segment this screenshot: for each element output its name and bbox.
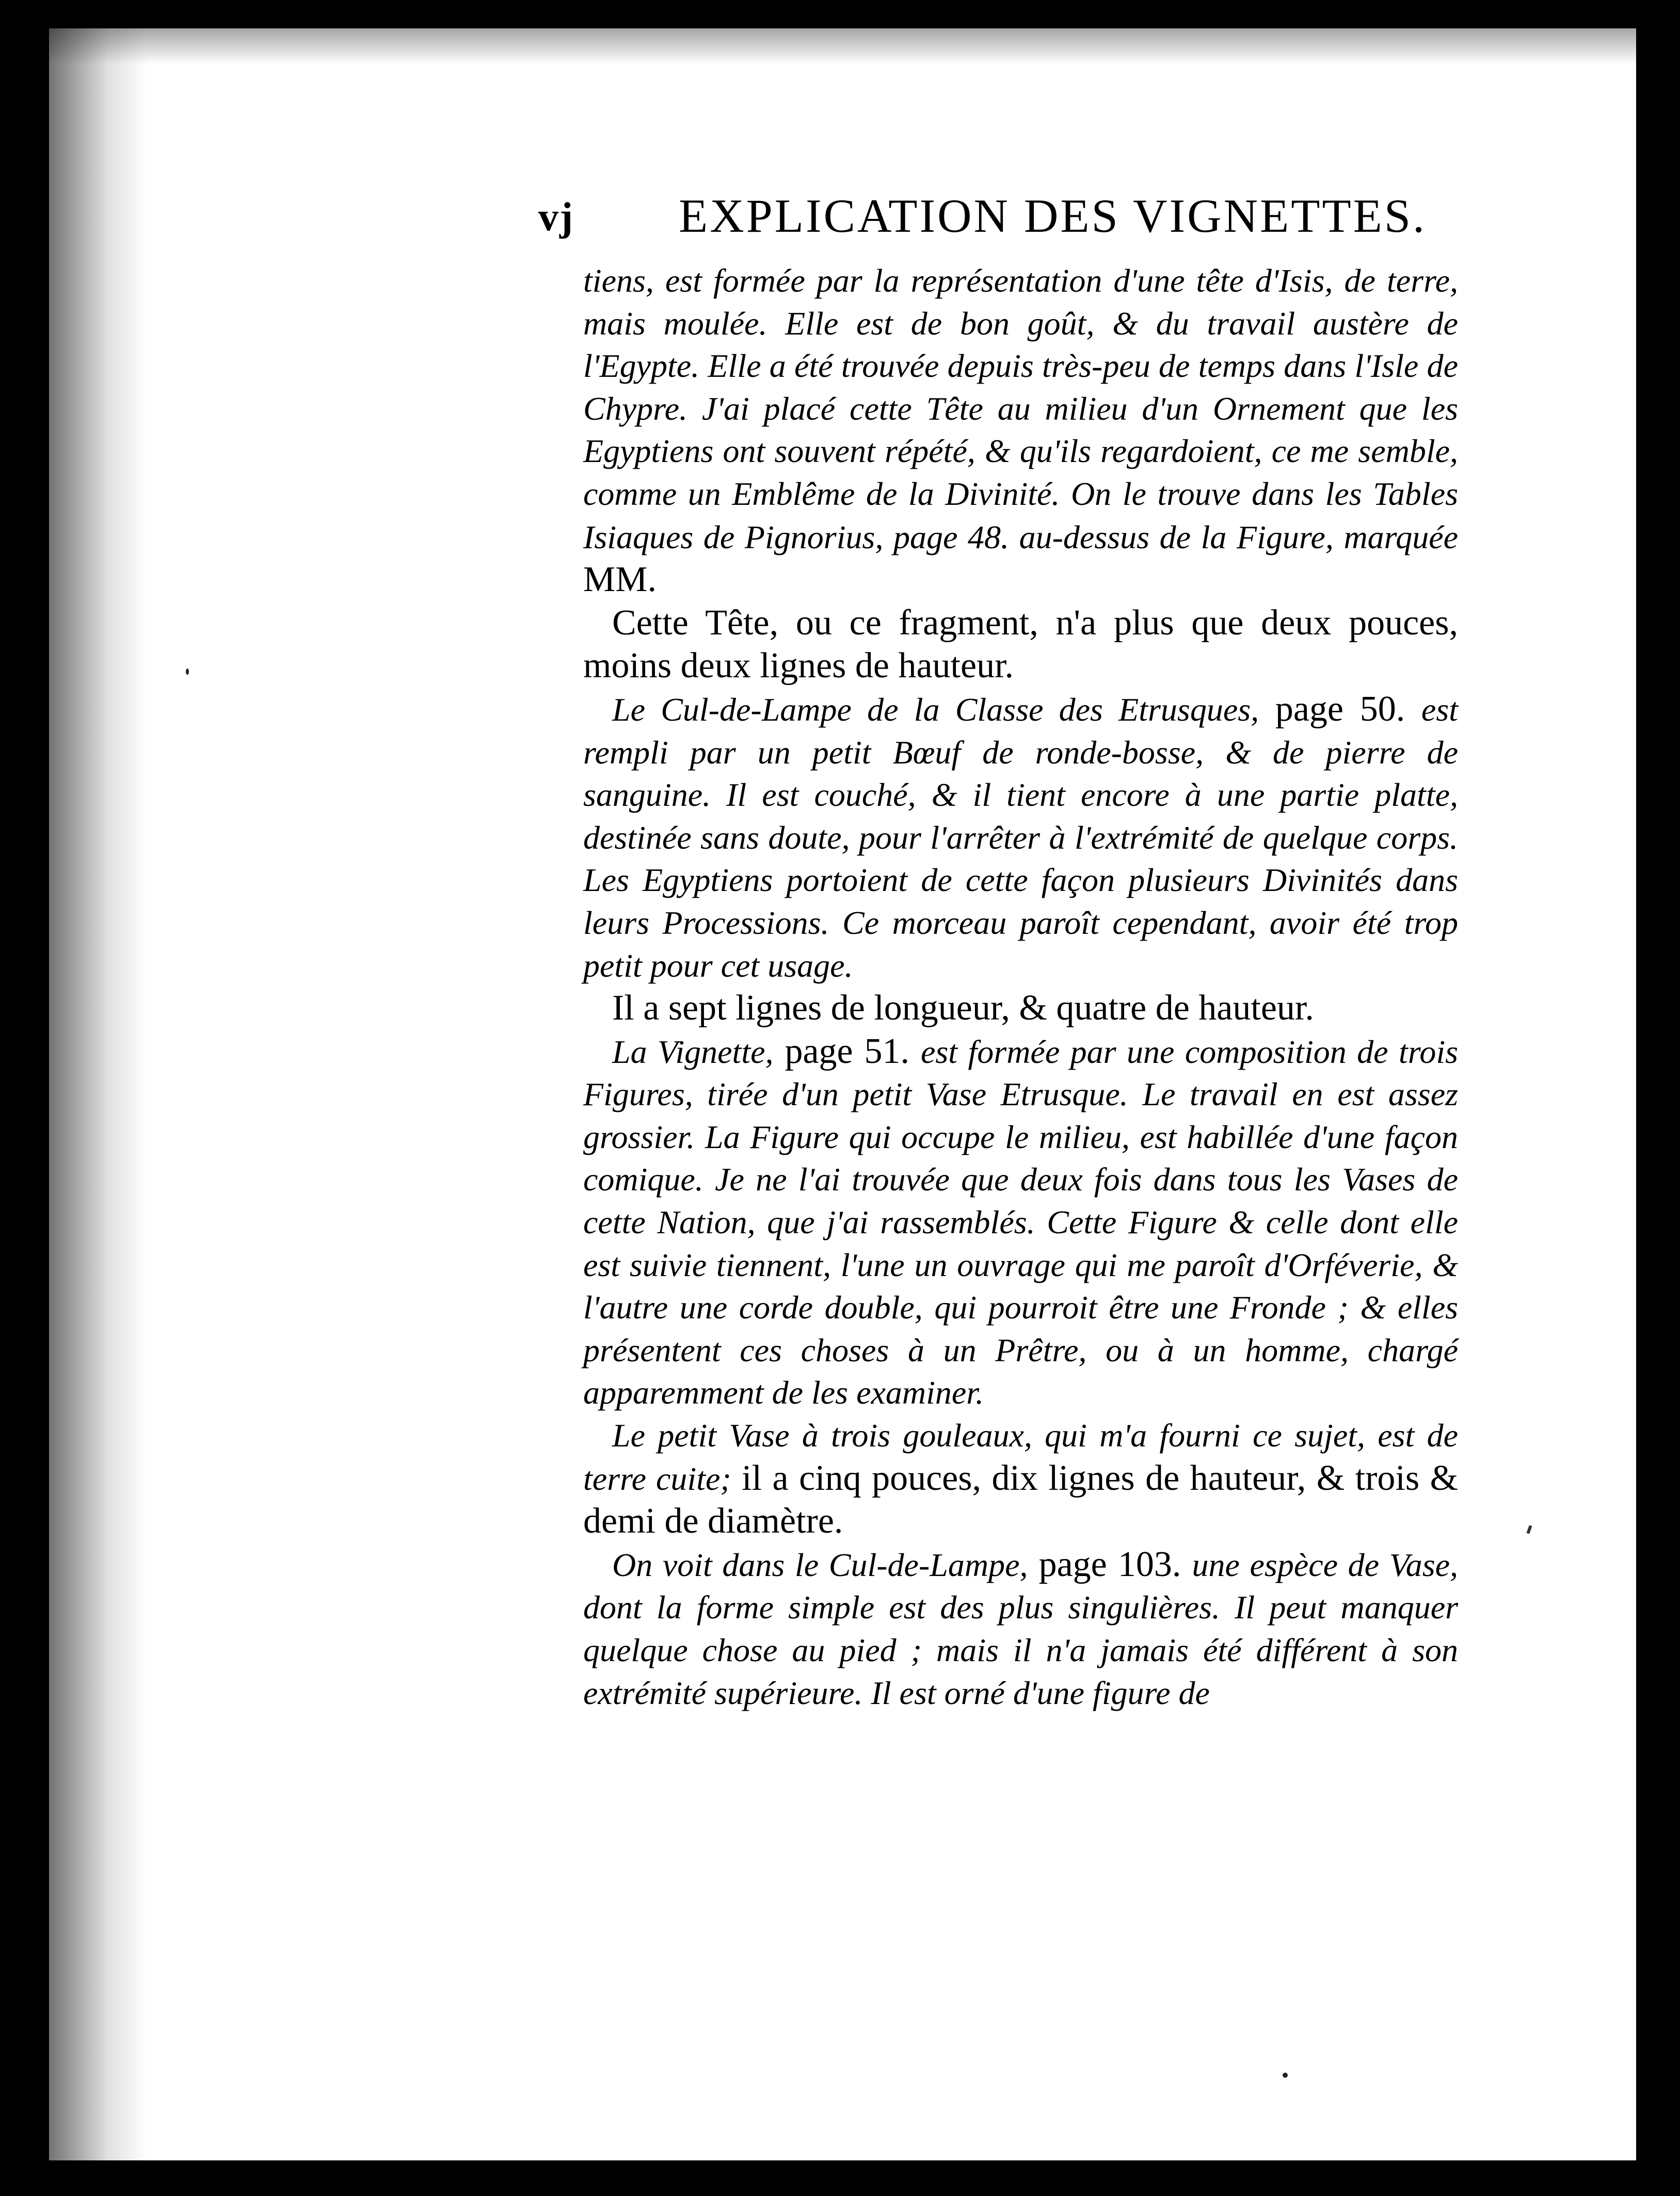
text-span: page 103.: [1028, 1544, 1192, 1584]
paragraph: [583, 602, 1458, 688]
text-span: est rempli par un petit Bœuf de ronde-bosse, & de pierre de sanguine. Il est couché, & il tient encore à une partie platte, destinée sans doute, pour l'arrêter à l'extrémité de quelque corps. Les Egyptiens portoient de cette façon plusieurs Divinités dans leurs Processions. Ce morceau paroît cependant, avoir été trop petit pour cet usage.: [583, 691, 1459, 984]
paragraph: [583, 1543, 1458, 1714]
text-span: On voit dans le Cul-de-Lampe,: [612, 1546, 1028, 1583]
text-span: Le petit Vase à trois gouleaux, qui m'a fourni ce sujet, est de terre cuite;: [583, 1417, 1458, 1497]
running-head: [538, 189, 1467, 261]
ink-speck: [186, 669, 189, 675]
paragraph: [583, 260, 1458, 602]
ink-speck: [1283, 2073, 1288, 2078]
text-span: est formée par une composition de trois Figures, tirée d'un petit Vase Etrusque. Le travail en est assez grossier. La Figure qui occupe le milieu, est habillée d'une façon comique. Je ne l'ai trouvée que deux fois dans tous les Vases de cette Nation, que j'ai rassemblés. Cette Figure & celle dont elle est suivie tiennent, l'une un ouvrage qui me paroît d'Orféverie, & l'autre une corde double, qui pourroit être une Fronde ; & elles présentent ces choses à un Prêtre, ou à un homme, chargé apparemment de les examiner.: [583, 1033, 1459, 1411]
text-span: page 51.: [773, 1031, 921, 1071]
page-title: EXPLICATION DES VIGNETTES.: [679, 189, 1427, 242]
text-span: La Vignette,: [612, 1033, 774, 1070]
text-span: une espèce de Vase, dont la forme simple est des plus singulières. Il peut manquer quelque chose au pied ; mais il n'a jamais été différent à son extrémité supérieure. Il est orné d'une figure de: [583, 1546, 1459, 1711]
paragraph: [583, 987, 1458, 1030]
page-number: vj: [538, 194, 574, 239]
text-span: Cette Tête, ou ce fragment, n'a plus que deux pouces, moins deux lignes de hauteur.: [583, 602, 1458, 686]
paragraph: [583, 688, 1458, 987]
top-edge-shadow: [49, 28, 1636, 65]
text-span: page 50.: [1259, 689, 1421, 729]
book-page: [49, 28, 1636, 2160]
binding-shadow: [49, 28, 147, 2160]
text-span: il a cinq pouces, dix lignes de hauteur, & trois & demi de diamètre.: [583, 1458, 1459, 1541]
ink-speck: [1526, 1525, 1532, 1534]
body-text: [583, 260, 1458, 1714]
text-span: MM.: [583, 560, 657, 600]
text-span: Il a sept lignes de longueur, & quatre de hauteur.: [612, 988, 1314, 1028]
text-span: Le Cul-de-Lampe de la Classe des Etrusques,: [612, 691, 1259, 728]
text-span: tiens, est formée par la représentation d'une tête d'Isis, de terre, mais moulée. Elle est de bon goût, & du travail austère de l'Egypte. Elle a été trouvée depuis très-peu de temps dans l'Isle de Chypre. J'ai placé cette Tête au milieu d'un Ornement que les Egyptiens ont souvent répété, & qu'ils regardoient, ce me semble, comme un Emblême de la Divinité. On le trouve dans les Tables Isiaques de Pignorius, page 48. au-dessus de la Figure, marquée: [583, 262, 1458, 555]
paragraph: [583, 1030, 1458, 1414]
paragraph: [583, 1414, 1458, 1543]
